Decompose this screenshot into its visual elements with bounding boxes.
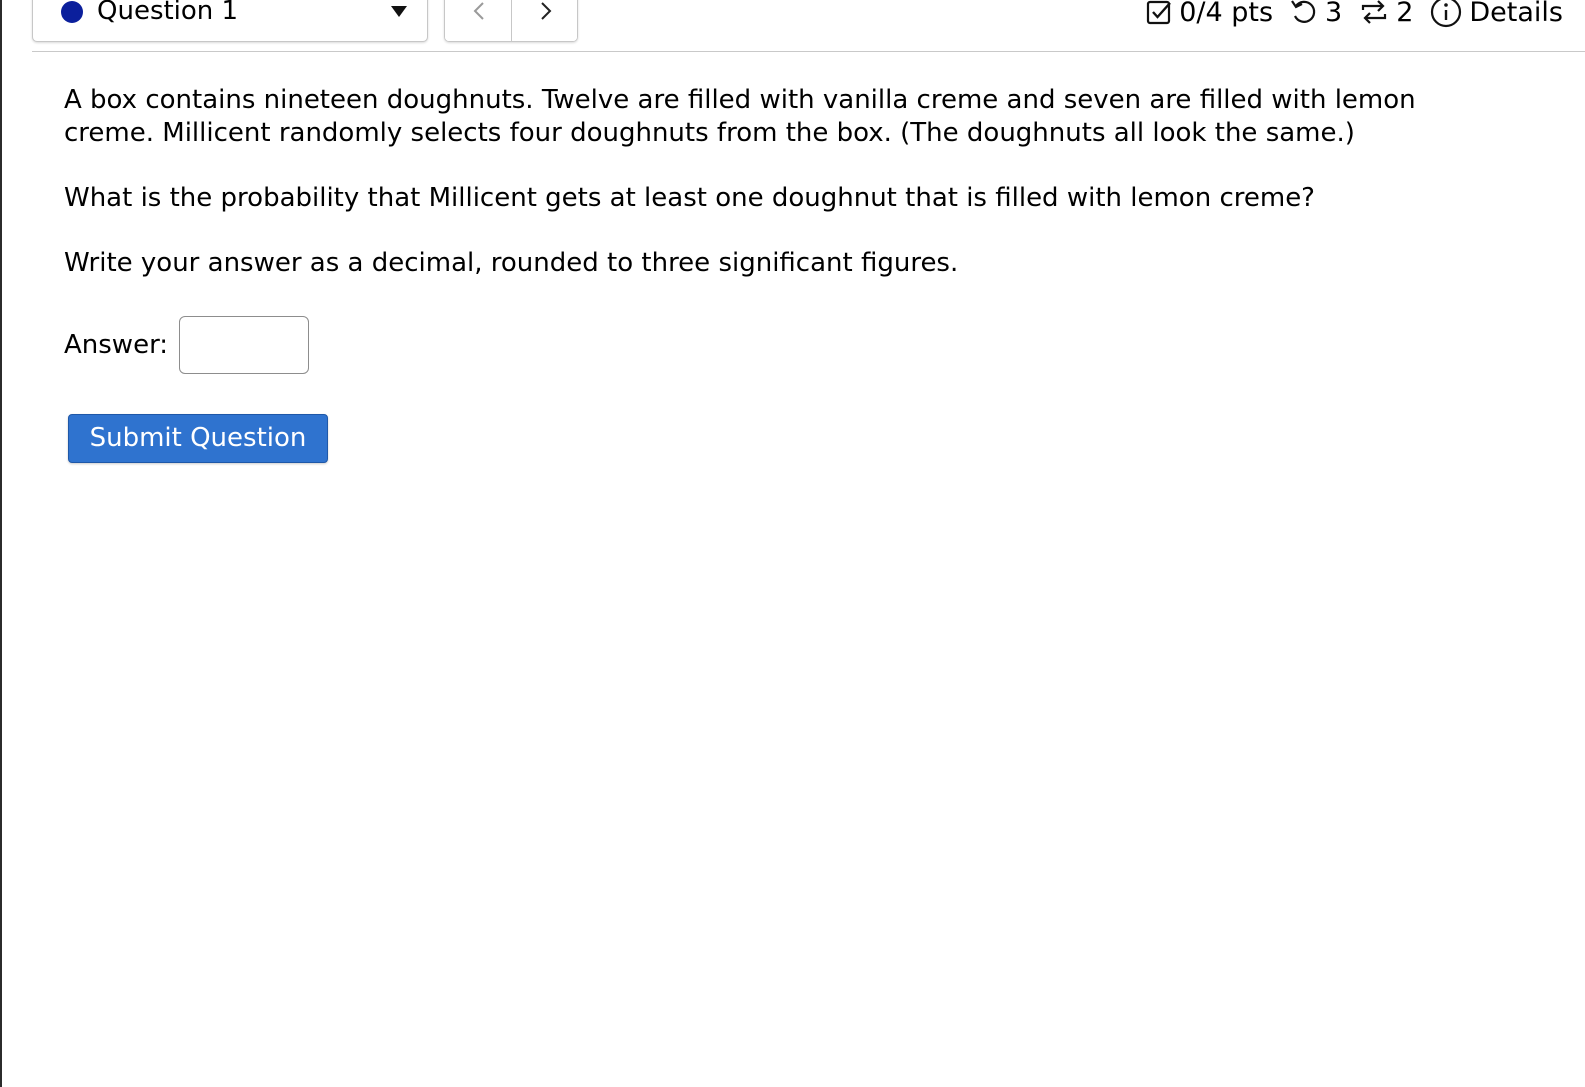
info-icon (1429, 0, 1463, 29)
question-prompt: What is the probability that Millicent gets at least one doughnut that is filled with lemon creme? (64, 183, 1315, 213)
question-intro: A box contains nineteen doughnuts. Twelve are filled with vanilla creme and seven are filled with lemon creme. Millicent randomly selects four doughnuts from the box. (The doughnuts all look the same.) (64, 85, 1416, 148)
attempts-indicator (1289, 0, 1342, 28)
details-label: Details (1469, 0, 1563, 28)
status-dot-icon (61, 1, 83, 23)
undo-icon (1289, 0, 1319, 26)
header-divider (32, 51, 1585, 52)
question-selector-label: Question 1 (97, 0, 239, 26)
question-nav (444, 0, 578, 42)
next-question-button[interactable] (511, 0, 578, 41)
checkbox-icon (1145, 0, 1173, 26)
question-selector[interactable] (32, 0, 428, 42)
question-meta (1145, 0, 1563, 32)
versions-text: 2 (1396, 0, 1414, 28)
points-text: 0/4 pts (1179, 0, 1274, 28)
repeat-icon (1358, 0, 1390, 26)
answer-label: Answer: (64, 330, 169, 360)
chevron-left-icon (471, 0, 487, 23)
question-body (64, 84, 1464, 280)
answer-input[interactable] (179, 316, 309, 374)
previous-question-button[interactable] (445, 0, 511, 41)
chevron-right-icon (538, 0, 554, 23)
details-button[interactable] (1429, 0, 1563, 29)
answer-row (64, 316, 309, 374)
versions-indicator (1358, 0, 1413, 28)
attempts-text: 3 (1325, 0, 1343, 28)
points-indicator (1145, 0, 1273, 28)
submit-question-button[interactable]: Submit Question (68, 414, 328, 463)
caret-down-icon (391, 6, 407, 17)
question-instruction: Write your answer as a decimal, rounded to three significant figures. (64, 248, 959, 278)
